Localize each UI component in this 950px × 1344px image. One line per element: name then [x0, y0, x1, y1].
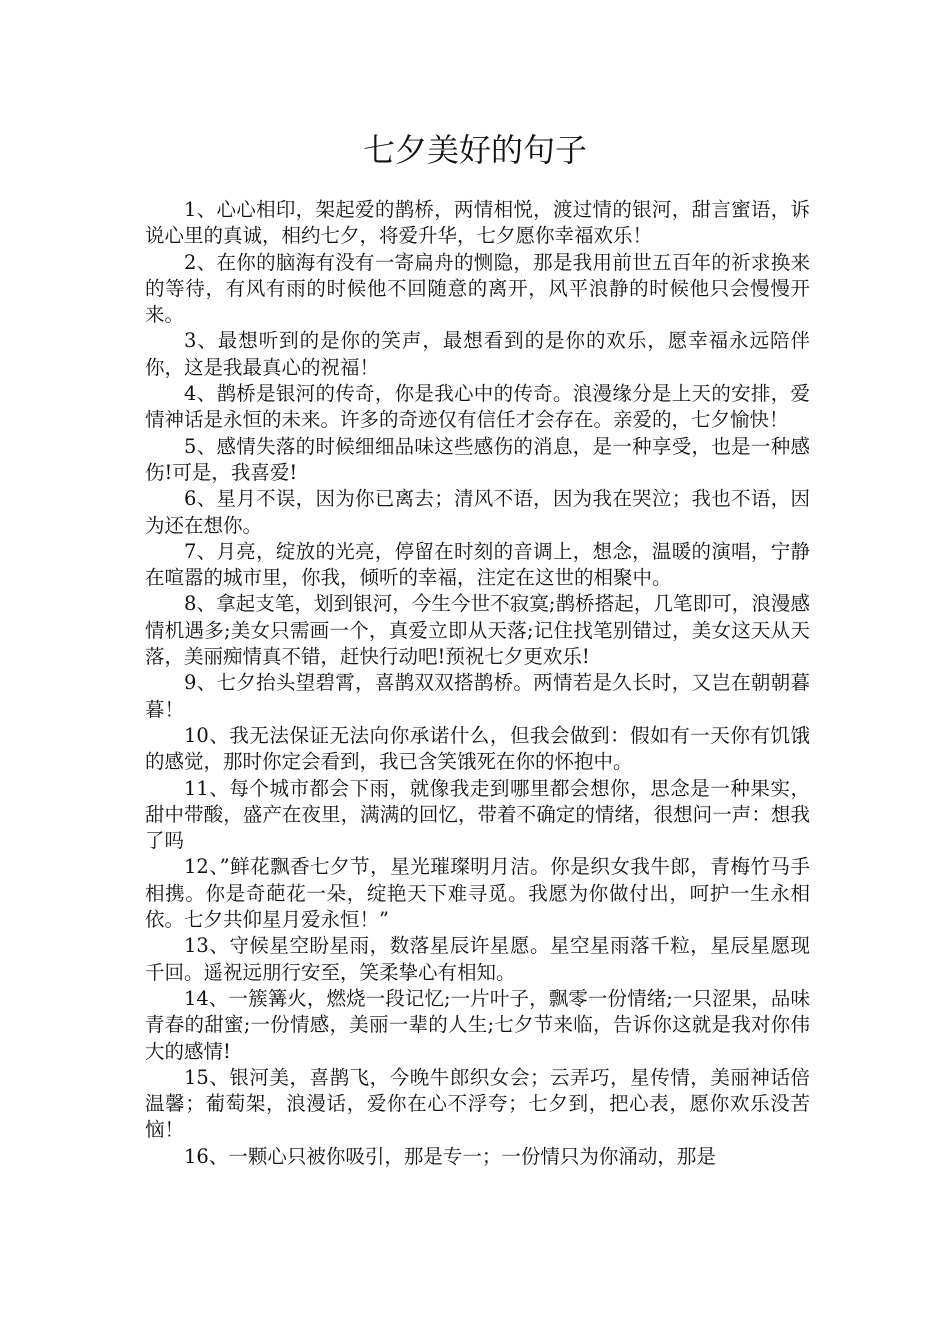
- paragraph: 12、”鲜花飘香七夕节，星光璀璨明月洁。你是织女我牛郎，青梅竹马手相携。你是奇葩花一朵，绽艳天下难寻觅。我愿为你做付出，呵护一生永相依。七夕共仰星月爱永恒！”: [145, 855, 810, 932]
- paragraph: 7、月亮，绽放的光亮，停留在时刻的音调上，想念，温暖的演唱，宁静在喧嚣的城市里，你我，倾听的幸福，注定在这世的相聚中。: [145, 539, 810, 590]
- paragraph: 8、拿起支笔，划到银河，今生今世不寂寞;鹊桥搭起，几笔即可，浪漫感情机遇多;美女只需画一个，真爱立即从天落;记住找笔别错过，美女这天从天落，美丽痴情真不错，赶快行动吧!预祝七夕更欢乐!: [145, 592, 810, 669]
- paragraph: 10、我无法保证无法向你承诺什么，但我会做到：假如有一天你有饥饿的感觉，那时你定会看到，我已含笑饿死在你的怀抱中。: [145, 723, 810, 774]
- paragraph: 15、银河美，喜鹊飞，今晚牛郎织女会；云弄巧，星传情，美丽神话倍温馨；葡萄架，浪漫话，爱你在心不浮夸；七夕到，把心表，愿你欢乐没苦恼！: [145, 1065, 810, 1142]
- paragraph: 3、最想听到的是你的笑声，最想看到的是你的欢乐，愿幸福永远陪伴你，这是我最真心的祝福！: [145, 329, 810, 379]
- paragraph: 13、守候星空盼星雨，数落星辰许星愿。星空星雨落千粒，星辰星愿现千回。遥祝远朋行安至，笑柔挚心有相知。: [145, 934, 810, 984]
- paragraph: 6、星月不误，因为你已离去；清风不语，因为我在哭泣；我也不语，因为还在想你。: [145, 487, 810, 537]
- paragraph: 11、每个城市都会下雨，就像我走到哪里都会想你，思念是一种果实，甜中带酸，盛产在夜里，满满的回忆，带着不确定的情绪，很想问一声：想我了吗: [145, 776, 810, 853]
- paragraph: 1、心心相印，架起爱的鹊桥，两情相悦，渡过情的银河，甜言蜜语，诉说心里的真诚，相约七夕，将爱升华，七夕愿你幸福欢乐！: [145, 198, 810, 248]
- paragraph: 9、七夕抬头望碧霄，喜鹊双双搭鹊桥。两情若是久长时，又岂在朝朝暮暮！: [145, 671, 810, 721]
- document-title: 七夕美好的句子: [362, 131, 587, 169]
- paragraph: 4、鹊桥是银河的传奇，你是我心中的传奇。浪漫缘分是上天的安排，爱情神话是永恒的未来。许多的奇迹仅有信任才会存在。亲爱的，七夕愉快！: [145, 382, 810, 432]
- paragraph: 5、感情失落的时候细细品味这些感伤的消息，是一种享受，也是一种感伤!可是，我喜爱!: [145, 434, 810, 484]
- paragraph: 14、一簇篝火，燃烧一段记忆;一片叶子，飘零一份情绪;一只涩果，品味青春的甜蜜;一份情感，美丽一辈的人生;七夕节来临，告诉你这就是我对你伟大的感情!: [145, 986, 810, 1063]
- paragraph: 2、在你的脑海有没有一寄扁舟的恻隐，那是我用前世五百年的祈求换来的等待，有风有雨的时候他不回随意的离开，风平浪静的时候他只会慢慢开来。: [145, 250, 810, 327]
- paragraph: 16、一颗心只被你吸引，那是专一；一份情只为你涌动，那是: [184, 1144, 716, 1168]
- document-body: [145, 197, 810, 1170]
